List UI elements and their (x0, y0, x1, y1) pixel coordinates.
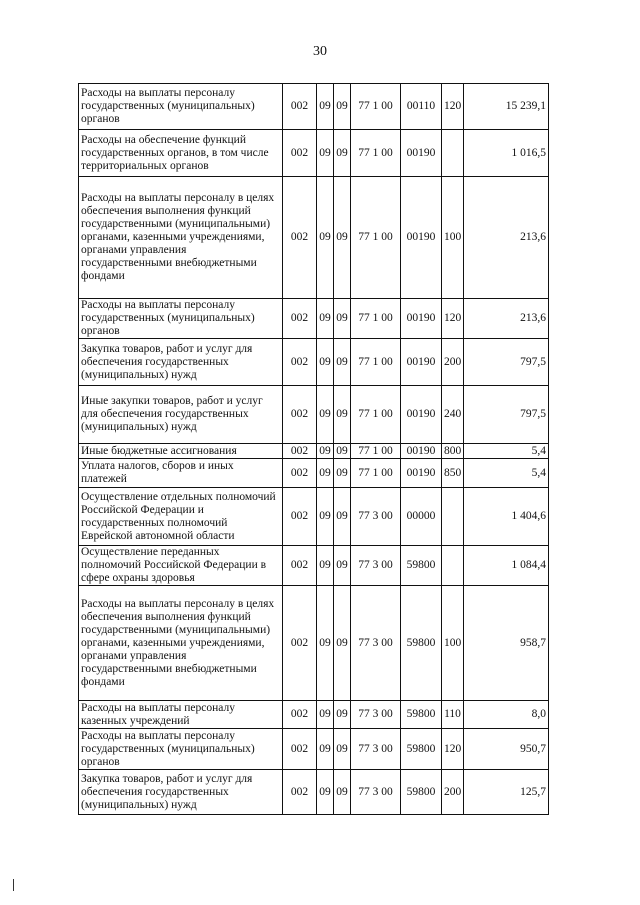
row-name: Расходы на выплаты персоналу государственных (муниципальных) органов (79, 729, 283, 770)
row-name: Расходы на выплаты персоналу государственных (муниципальных) органов (79, 299, 283, 339)
direction-code: 59800 (401, 586, 442, 701)
direction-code: 00110 (401, 84, 442, 130)
section-code: 09 (317, 177, 334, 299)
table-row (79, 299, 549, 339)
grbs-code: 002 (283, 488, 317, 546)
amount: 125,7 (464, 770, 549, 815)
subsection-code: 09 (334, 386, 351, 444)
table-row (79, 177, 549, 299)
expense-type-code (442, 546, 464, 586)
amount: 950,7 (464, 729, 549, 770)
row-name: Осуществление отдельных полномочий Российской Федерации и государственных полномочий Еврейской автономной области (79, 488, 283, 546)
table-row (79, 729, 549, 770)
grbs-code: 002 (283, 459, 317, 488)
table-row (79, 386, 549, 444)
program-code: 77 3 00 (351, 701, 401, 729)
page-number: 30 (313, 44, 327, 59)
direction-code: 59800 (401, 729, 442, 770)
row-name: Закупка товаров, работ и услуг для обеспечения государственных (муниципальных) нужд (79, 770, 283, 815)
section-code: 09 (317, 701, 334, 729)
row-name: Иные закупки товаров, работ и услуг для обеспечения государственных (муниципальных) нужд (79, 386, 283, 444)
program-code: 77 1 00 (351, 459, 401, 488)
subsection-code: 09 (334, 546, 351, 586)
table-row (79, 339, 549, 386)
section-code: 09 (317, 444, 334, 459)
expense-type-code: 120 (442, 299, 464, 339)
amount: 797,5 (464, 339, 549, 386)
section-code: 09 (317, 130, 334, 177)
amount: 213,6 (464, 177, 549, 299)
expense-type-code: 800 (442, 444, 464, 459)
amount: 5,4 (464, 459, 549, 488)
grbs-code: 002 (283, 586, 317, 701)
subsection-code: 09 (334, 84, 351, 130)
section-code: 09 (317, 459, 334, 488)
expense-type-code: 110 (442, 701, 464, 729)
section-code: 09 (317, 770, 334, 815)
grbs-code: 002 (283, 177, 317, 299)
table-row (79, 701, 549, 729)
program-code: 77 3 00 (351, 770, 401, 815)
direction-code: 59800 (401, 770, 442, 815)
section-code: 09 (317, 386, 334, 444)
grbs-code: 002 (283, 130, 317, 177)
section-code: 09 (317, 84, 334, 130)
subsection-code: 09 (334, 177, 351, 299)
table-row (79, 84, 549, 130)
program-code: 77 1 00 (351, 339, 401, 386)
amount: 15 239,1 (464, 84, 549, 130)
subsection-code: 09 (334, 488, 351, 546)
direction-code: 00190 (401, 386, 442, 444)
section-code: 09 (317, 546, 334, 586)
section-code: 09 (317, 586, 334, 701)
grbs-code: 002 (283, 770, 317, 815)
section-code: 09 (317, 488, 334, 546)
row-name: Расходы на обеспечение функций государственных органов, в том числе территориальных органов (79, 130, 283, 177)
direction-code: 00000 (401, 488, 442, 546)
program-code: 77 1 00 (351, 84, 401, 130)
grbs-code: 002 (283, 299, 317, 339)
program-code: 77 1 00 (351, 299, 401, 339)
amount: 1 404,6 (464, 488, 549, 546)
program-code: 77 1 00 (351, 177, 401, 299)
row-name: Расходы на выплаты персоналу государственных (муниципальных) органов (79, 84, 283, 130)
section-code: 09 (317, 729, 334, 770)
expense-type-code: 100 (442, 586, 464, 701)
amount: 1 016,5 (464, 130, 549, 177)
direction-code: 59800 (401, 701, 442, 729)
table-row (79, 586, 549, 701)
row-name: Уплата налогов, сборов и иных платежей (79, 459, 283, 488)
program-code: 77 3 00 (351, 586, 401, 701)
subsection-code: 09 (334, 299, 351, 339)
table-row (79, 459, 549, 488)
grbs-code: 002 (283, 84, 317, 130)
row-name: Расходы на выплаты персоналу казенных учреждений (79, 701, 283, 729)
expense-type-code: 100 (442, 177, 464, 299)
row-name: Расходы на выплаты персоналу в целях обеспечения выполнения функций государственными (муниципальными) органами, казенными учреждениями, органами управления государственными внебюджетными фондами (79, 177, 283, 299)
grbs-code: 002 (283, 339, 317, 386)
amount: 5,4 (464, 444, 549, 459)
subsection-code: 09 (334, 701, 351, 729)
amount: 797,5 (464, 386, 549, 444)
program-code: 77 1 00 (351, 386, 401, 444)
grbs-code: 002 (283, 729, 317, 770)
grbs-code: 002 (283, 701, 317, 729)
grbs-code: 002 (283, 546, 317, 586)
expense-type-code: 200 (442, 770, 464, 815)
direction-code: 00190 (401, 459, 442, 488)
expense-type-code: 240 (442, 386, 464, 444)
amount: 1 084,4 (464, 546, 549, 586)
program-code: 77 3 00 (351, 546, 401, 586)
program-code: 77 3 00 (351, 488, 401, 546)
direction-code: 00190 (401, 444, 442, 459)
row-name: Иные бюджетные ассигнования (79, 444, 283, 459)
direction-code: 00190 (401, 339, 442, 386)
subsection-code: 09 (334, 130, 351, 177)
amount: 958,7 (464, 586, 549, 701)
direction-code: 59800 (401, 546, 442, 586)
section-code: 09 (317, 299, 334, 339)
expense-type-code: 120 (442, 729, 464, 770)
direction-code: 00190 (401, 177, 442, 299)
program-code: 77 1 00 (351, 130, 401, 177)
table-row (79, 130, 549, 177)
expense-type-code: 200 (442, 339, 464, 386)
expense-type-code: 120 (442, 84, 464, 130)
table-row (79, 444, 549, 459)
expense-type-code (442, 130, 464, 177)
subsection-code: 09 (334, 444, 351, 459)
program-code: 77 3 00 (351, 729, 401, 770)
subsection-code: 09 (334, 586, 351, 701)
direction-code: 00190 (401, 299, 442, 339)
expense-type-code: 850 (442, 459, 464, 488)
table-row (79, 770, 549, 815)
amount: 8,0 (464, 701, 549, 729)
margin-mark (13, 879, 14, 891)
subsection-code: 09 (334, 459, 351, 488)
subsection-code: 09 (334, 339, 351, 386)
row-name: Закупка товаров, работ и услуг для обеспечения государственных (муниципальных) нужд (79, 339, 283, 386)
section-code: 09 (317, 339, 334, 386)
table-row (79, 488, 549, 546)
row-name: Осуществление переданных полномочий Российской Федерации в сфере охраны здоровья (79, 546, 283, 586)
grbs-code: 002 (283, 386, 317, 444)
direction-code: 00190 (401, 130, 442, 177)
amount: 213,6 (464, 299, 549, 339)
budget-table (78, 83, 549, 815)
subsection-code: 09 (334, 729, 351, 770)
program-code: 77 1 00 (351, 444, 401, 459)
row-name: Расходы на выплаты персоналу в целях обеспечения выполнения функций государственными (муниципальными) органами, казенными учреждениями, органами управления государственными внебюджетными фондами (79, 586, 283, 701)
expense-type-code (442, 488, 464, 546)
table-row (79, 546, 549, 586)
grbs-code: 002 (283, 444, 317, 459)
subsection-code: 09 (334, 770, 351, 815)
